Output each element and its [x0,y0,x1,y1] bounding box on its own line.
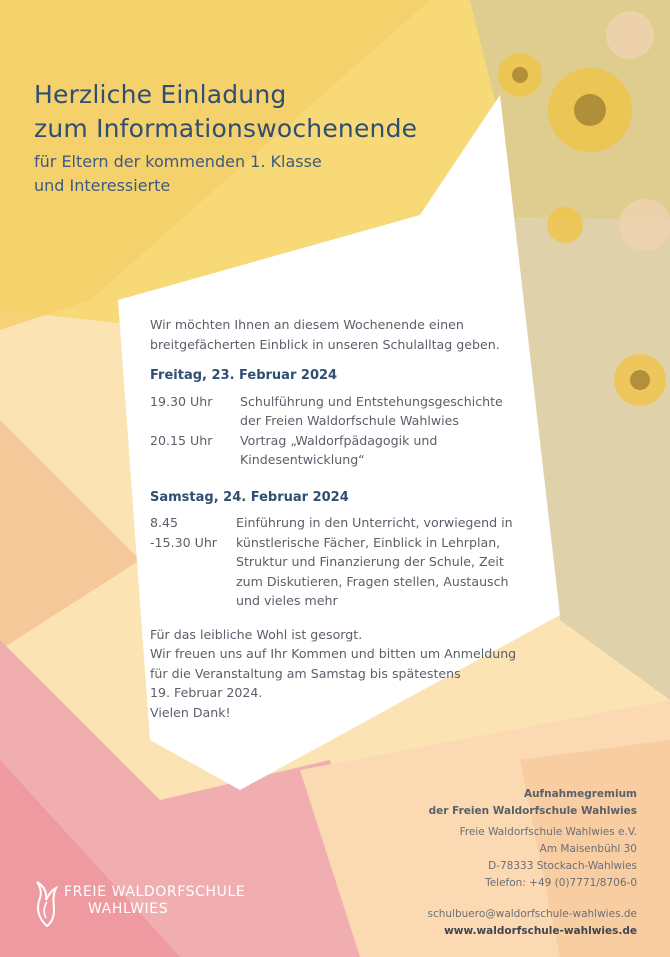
intro-line-2: breitgefächerten Einblick in unseren Schulalltag geben. [150,336,500,352]
event-desc-line: Vortrag „Waldorfpädagogik und [240,432,438,448]
event-time-start: 8.45 [150,515,179,530]
contact-website-link[interactable]: www.waldorfschule-wahlwies.de [444,925,637,937]
event-desc-line: Einführung in den Unterricht, vorwiegend in [236,515,513,530]
event-desc-line: Schulführung und Entstehungsgeschichte [240,393,503,409]
logo-line-2: WAHLWIES [88,901,169,917]
contact-block [427,786,637,940]
closing-line: Vielen Dank! [150,704,231,720]
flame-logo-icon [34,878,60,928]
event-description [236,513,550,611]
logo-text [64,884,245,918]
event-desc-line: Struktur und Finanzierung der Schule, Zeit [236,554,504,569]
closing-line: Für das leibliche Wohl ist gesorgt. [150,626,363,642]
school-logo [34,878,245,928]
closing-line: 19. Februar 2024. [150,685,263,700]
closing-text [150,625,550,723]
event-time: 19.30 Uhr [150,393,213,409]
closing-line: Wir freuen uns auf Ihr Kommen und bitten um Anmeldung [150,646,517,661]
closing-line: für die Veranstaltung am Samstag bis spätestens [150,665,461,681]
event-description [240,392,550,431]
event-description [240,431,550,470]
contact-email-link[interactable]: schulbuero@waldorfschule-wahlwies.de [427,908,637,920]
contact-org: Freie Waldorfschule Wahlwies e.V. [459,826,637,838]
subtitle-line-2: und Interessierte [34,176,171,195]
contact-heading-1: Aufnahmegremium [523,788,637,800]
contact-heading-2: der Freien Waldorfschule Wahlwies [428,805,637,817]
schedule-item [150,513,550,611]
page-title-line-2: zum Informationswochenende [34,114,418,143]
contact-phone: Telefon: +49 (0)7771/8706-0 [485,877,637,889]
schedule-item [150,431,550,470]
contact-street: Am Maisenbühl 30 [539,843,637,855]
logo-line-1: FREIE WALDORFSCHULE [64,884,246,900]
contact-city: D-78333 Stockach-Wahlwies [488,860,637,872]
event-desc-line: zum Diskutieren, Fragen stellen, Austausch [236,573,509,589]
subtitle [34,150,417,198]
event-desc-line: Kindesentwicklung“ [240,452,365,467]
schedule-item [150,392,550,431]
saturday-heading: Samstag, 24. Februar 2024 [150,489,349,505]
subtitle-line-1: für Eltern der kommenden 1. Klasse [34,152,322,171]
intro-line-1: Wir möchten Ihnen an diesem Wochenende einen [150,317,464,332]
invitation-body [150,315,550,722]
friday-heading: Freitag, 23. Februar 2024 [150,368,338,383]
intro-text [150,315,550,354]
event-time: 20.15 Uhr [150,432,213,448]
event-desc-line: und vieles mehr [236,593,338,608]
event-time [150,513,236,611]
event-desc-line: der Freien Waldorfschule Wahlwies [240,413,459,428]
event-desc-line: künstlerische Fächer, Einblick in Lehrplan, [236,534,501,550]
header [34,78,417,198]
page-title-line-1: Herzliche Einladung [34,80,287,109]
event-time-end: -15.30 Uhr [150,534,217,550]
